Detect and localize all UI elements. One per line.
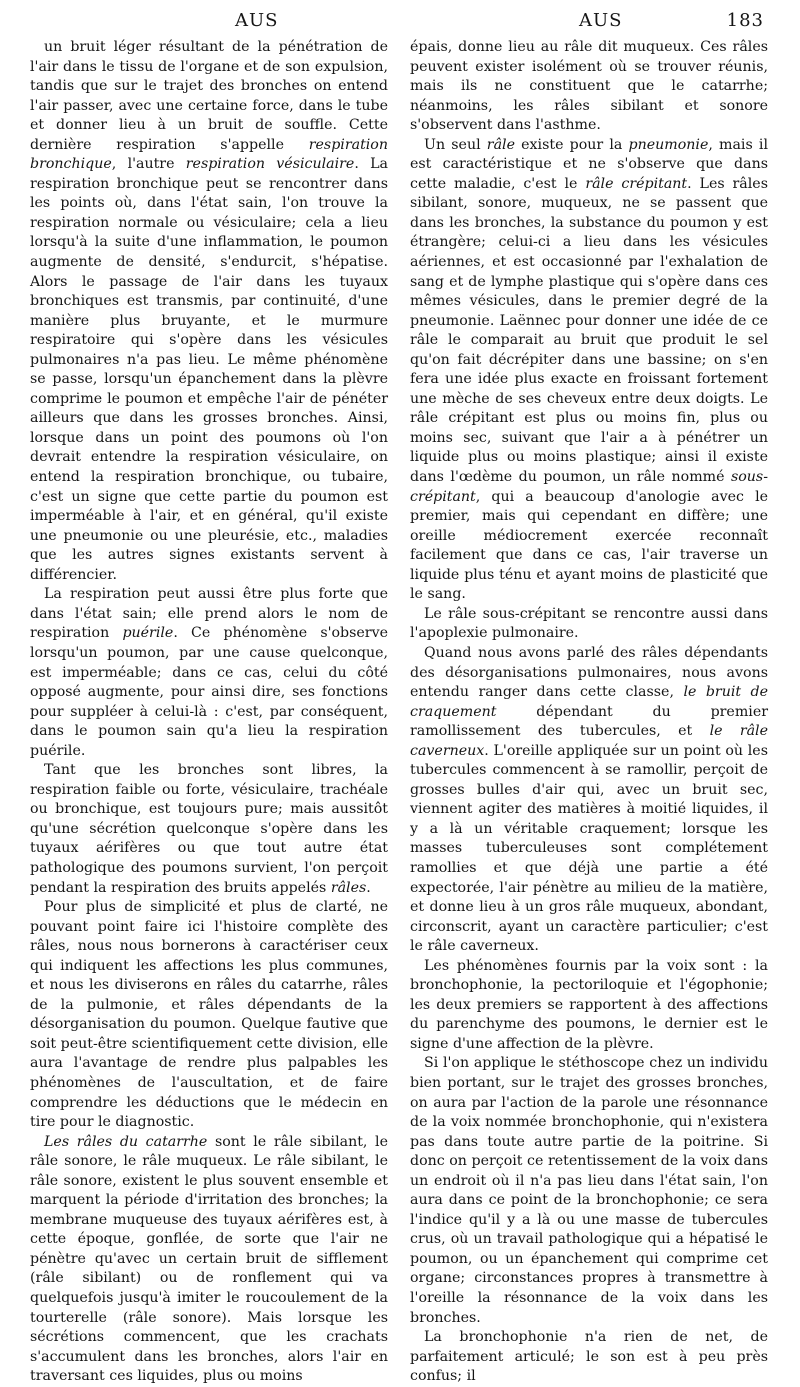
italic-term: puérile [122,625,174,642]
italic-term: pneumonie [628,136,709,153]
left-column [30,38,388,1387]
text-run: . La respiration bronchique peut se rencontrer dans les points où, dans l'état sain, l'on trouve la respiration normale ou vésiculaire; cela a lieu lorsqu'à la suite d'une inflammation, le poumon augmente de densité, s'endurcit, s'hépatise. Alors le passage de l'air dans les tuyaux bronchiques est transmis, par continuité, d'une manière plus bruyante, et le murmure respiratoire qui s'opère dans les vésicules pulmonaires n'a pas lieu. Le même phénomène se passe, lorsqu'un épanchement dans la plèvre comprime le poumon et empêche l'air de pénéter ailleurs que dans les grosses bronches. Ainsi, lorsque dans un point des poumons où l'on devrait entendre la respiration vésiculaire, on entend la respiration bronchique, ou tubaire, c'est un signe que cette partie du poumon est imperméable à l'air, et en général, qu'il existe une pneumonie ou une pleurésie, etc., maladies que les autres signes existants servent à différencier. [30,156,388,583]
text-run: La respiration peut aussi être plus forte que dans l'état sain; elle prend alors le nom de respiration [30,586,388,642]
text-run: Si l'on applique le stéthoscope chez un individu bien portant, sur le trajet des grosses bronches, on aura par l'action de la parole une résonnance de la voix nommée bronchophonie, qui n'existera pas dans toute autre partie de la poitrine. Si donc on perçoit ce retentissement de la voix dans un endroit où il n'a pas lieu dans l'état sain, l'on aura dans ce point de la bronchophonie; ce sera l'indice qu'il y a là ou une masse de tubercules crus, où un travail pathologique qui a hépatisé le poumon, ou un épanchement qui comprime cet organe; circonstances propres à transmettre à l'oreille la résonnance de la voix dans les bronches. [410,1055,768,1326]
paragraph [30,585,388,761]
text-run: , l'autre [111,156,186,173]
text-run: La bronchophonie n'a rien de net, de parfaitement articulé; le son est à peu près confus; il [410,1329,768,1385]
paragraph [30,898,388,1133]
paragraph [410,605,768,644]
text-run: Pour plus de simplicité et plus de clarté, ne pouvant point faire ici l'histoire complète des râles, nous nous bornerons à caractériser ceux qui indiquent les affections les plus communes, et nous les diviserons en râles du catarrhe, râles de la pulmonie, et râles dépendants de la désorganisation du poumon. Quelque fautive que soit peut-être scientifiquement cette division, elle aura l'avantage de rendre plus palpables les phénomènes de l'auscultation, et de faire comprendre les déductions que le médecin en tire pour le diagnostic. [30,899,388,1131]
italic-term: râles [330,879,367,896]
italic-term: sous-crépitant [410,469,768,505]
italic-term: respiration bronchique [30,136,388,173]
text-run: , qui a beaucoup d'anologie avec le premier, mais qui cependant en diffère; une oreille médiocrement exercée reconnaît facilement que dans ce cas, l'air traverse un liquide plus ténu et ayant moins de plasticité que le sang. [410,488,768,603]
paragraph [410,957,768,1055]
italic-term: respiration vésiculaire [185,156,355,173]
paragraph [410,136,768,605]
italic-term: le bruit de craquement [410,684,769,720]
text-run: un bruit léger résultant de la pénétration de l'air dans le tissu de l'organe et de son expulsion, tandis que sur le trajet des bronches on entend l'air passer, avec une certaine force, dans le tube et donner lieu à un bruit de souffle. Cette dernière respiration s'appelle [30,39,388,153]
italic-term: râle crépitant [585,175,688,192]
running-head [30,8,770,38]
text-run: . [366,879,371,896]
text-run: dépendant du premier ramollissement des tubercules, et [410,703,768,740]
page-number: 183 [726,10,764,31]
paragraph [410,1328,768,1387]
text-run: Les phénomènes fournis par la voix sont : la bronchophonie, la pectoriloquie et l'égophonie; les deux premiers se rapportent à des affections du parenchyme des poumons, le dernier est le signe d'une affection de la plèvre. [410,957,768,1052]
text-run: Le râle sous-crépitant se rencontre aussi dans l'apoplexie pulmonaire. [410,605,768,642]
paragraph [410,38,768,136]
text-run: Un seul [424,136,487,153]
header-left-word: AUS [235,10,279,31]
right-column [410,38,768,1387]
paragraph [30,38,388,585]
paragraph [30,761,388,898]
italic-term: Les râles du catarrhe [44,1133,208,1150]
text-run: Tant que les bronches sont libres, la respiration faible ou forte, vésiculaire, trachéale ou bronchique, est toujours pure; mais aussitôt qu'une sécrétion quelconque s'opère dans les tuyaux aérifères ou que tout autre état pathologique des poumons survient, l'on perçoit pendant la respiration des bruits appelés [30,762,388,896]
text-columns [30,38,770,1387]
paragraph [30,1133,388,1387]
text-run: . Ce phénomène s'observe lorsqu'un poumon, par une cause quelconque, est imperméable; dans ce cas, celui du côté opposé augmente, pour ainsi dire, ses fonctions pour suppléer à celui-là : c'est, par conséquent, dans le poumon sain qu'a lieu la respiration puérile. [30,625,388,759]
paragraph [410,1054,768,1328]
paragraph [410,644,768,957]
text-run: , mais il est caractéristique et ne s'observe que dans cette maladie, c'est le [410,136,768,192]
text-run: Quand nous avons parlé des râles dépendants des désorganisations pulmonaires, nous avons entendu ranger dans cette classe, [410,644,768,701]
italic-term: râle [486,136,515,153]
italic-term: le râle caverneux [410,723,768,759]
text-run: sont le râle sibilant, le râle sonore, le râle muqueux. Le râle sibilant, le râle sonore, existent le plus souvent ensemble et marquent la période d'irritation des bronches; la membrane muqueuse des tuyaux aérifères est, à cette époque, gonflée, de sorte que l'air ne pénètre qu'avec un certain bruit de sifflement (râle sibilant) ou de ronflement qui va quelquefois jusqu'à imiter le roucoulement de la tourterelle (râle sonore). Mais lorsque les sécrétions commencent, que les crachats s'accumulent dans les bronches, alors l'air en traversant ces liquides, plus ou moins [30,1133,388,1385]
text-run: . Les râles sibilant, sonore, muqueux, ne se passent que dans les bronches, la substance du poumon y est étrangère; celui-ci a lieu dans les vésicules aériennes, et est occasionné par l'exhalation de sang et de lymphe plastique qui s'opère dans ces mêmes vésicules, dans le premier degré de la pneumonie. Laënnec pour donner une idée de ce râle le comparait au bruit que produit le sel qu'on fait décrépiter dans une bassine; on s'en fera une idée plus exacte en froissant fortement une mèche de ses cheveux entre deux doigts. Le râle crépitant est plus ou moins fin, plus ou moins sec, suivant que l'air a à pénétrer un liquide plus ou moins plastique; ainsi il existe dans l'œdème du poumon, un râle nommé [410,175,768,486]
text-run: existe pour la [514,136,629,153]
header-right-word: AUS [579,10,623,31]
text-run: épais, donne lieu au râle dit muqueux. Ces râles peuvent exister isolément où se trouver réunis, mais ils ne constituent que le catarrhe; néanmoins, les râles sibilant et sonore s'observent dans l'asthme. [410,39,768,134]
text-run: . L'oreille appliquée sur un point où les tubercules commencent à se ramollir, perçoit de grosses bulles d'air qui, avec un bruit sec, viennent agiter des matières à moitié liquides, il y a là un véritable craquement; lorsque les masses tuberculeuses sont complétement ramollies et que déjà une partie a été expectorée, l'air pénètre au milieu de la matière, et donne lieu à un gros râle muqueux, abondant, circonscrit, ayant un caractère particulier; c'est le râle caverneux. [410,742,768,955]
